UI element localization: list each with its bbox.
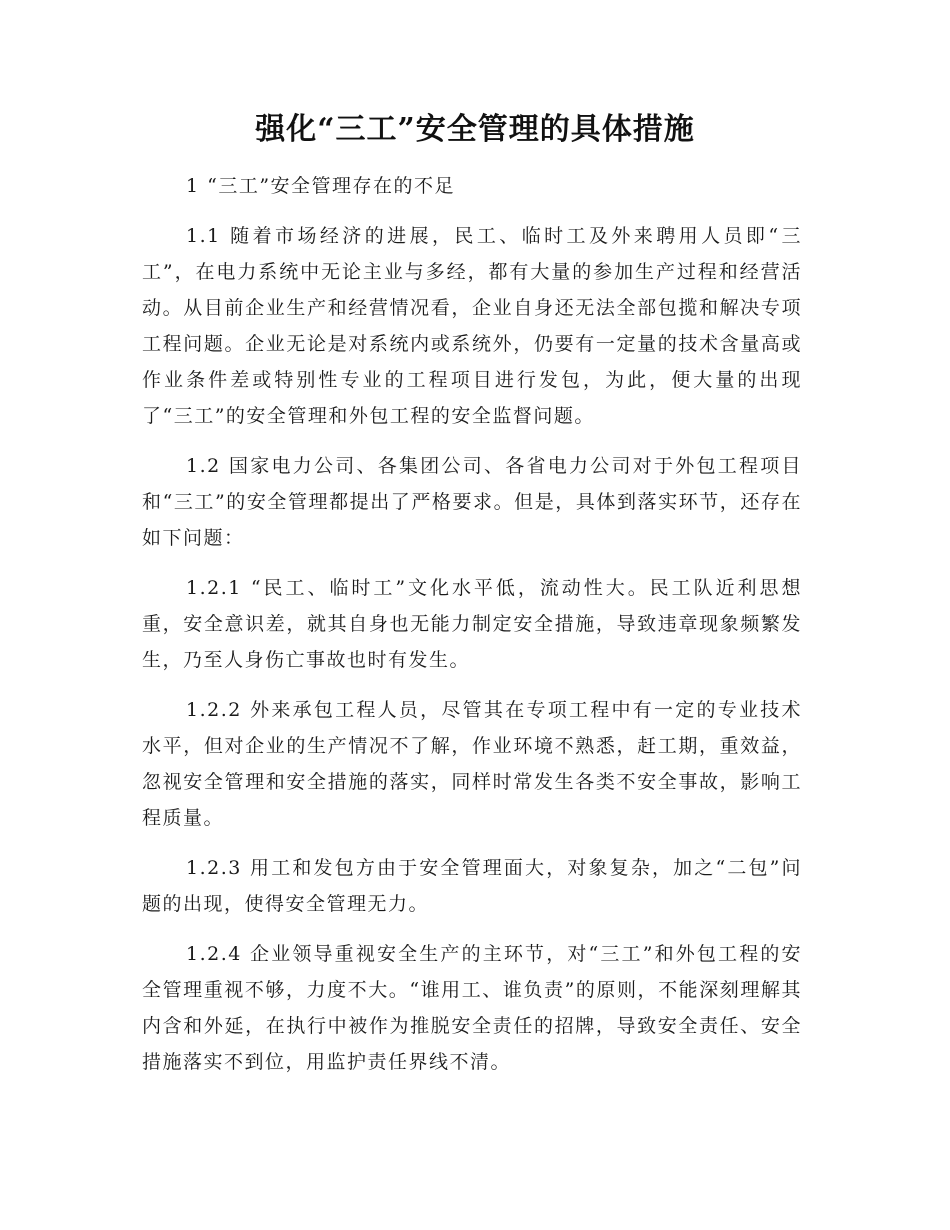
paragraph-1-2-4: 1.2.4 企业领导重视安全生产的主环节，对“三工”和外包工程的安全管理重视不够，力度不大。“谁用工、谁负责”的原则，不能深刻理解其内含和外延，在执行中被作为推脱安全责任的招牌，导致安全责任、安全措施落实不到位，用监护责任界线不清。 bbox=[142, 943, 802, 1073]
paragraph-1-2-3: 1.2.3 用工和发包方由于安全管理面大，对象复杂，加之“二包”问题的出现，使得安全管理无力。 bbox=[142, 857, 802, 915]
paragraph-1-2: 1.2 国家电力公司、各集团公司、各省电力公司对于外包工程项目和“三工”的安全管理都提出了严格要求。但是，具体到落实环节，还存在如下问题： bbox=[142, 455, 802, 549]
paragraph-1-2-1: 1.2.1 “民工、临时工”文化水平低，流动性大。民工队近利思想重，安全意识差，就其自身也无能力制定安全措施，导致违章现象频繁发生，乃至人身伤亡事故也时有发生。 bbox=[142, 577, 802, 671]
document-body bbox=[142, 168, 802, 1094]
paragraph-1-2-2: 1.2.2 外来承包工程人员，尽管其在专项工程中有一定的专业技术水平，但对企业的生产情况不了解，作业环境不熟悉，赶工期，重效益，忽视安全管理和安全措施的落实，同样时常发生各类不安全事故，影响工程质量。 bbox=[142, 699, 802, 829]
document-title: 强化“三工”安全管理的具体措施 bbox=[255, 112, 695, 147]
section-heading: 1 “三工”安全管理存在的不足 bbox=[186, 175, 456, 197]
paragraph-1-1: 1.1 随着市场经济的进展，民工、临时工及外来聘用人员即“三工”，在电力系统中无论主业与多经，都有大量的参加生产过程和经营活动。从目前企业生产和经营情况看，企业自身还无法全部包揽和解决专项工程问题。企业无论是对系统内或系统外，仍要有一定量的技术含量高或作业条件差或特别性专业的工程项目进行发包，为此，便大量的出现了“三工”的安全管理和外包工程的安全监督问题。 bbox=[142, 225, 802, 427]
